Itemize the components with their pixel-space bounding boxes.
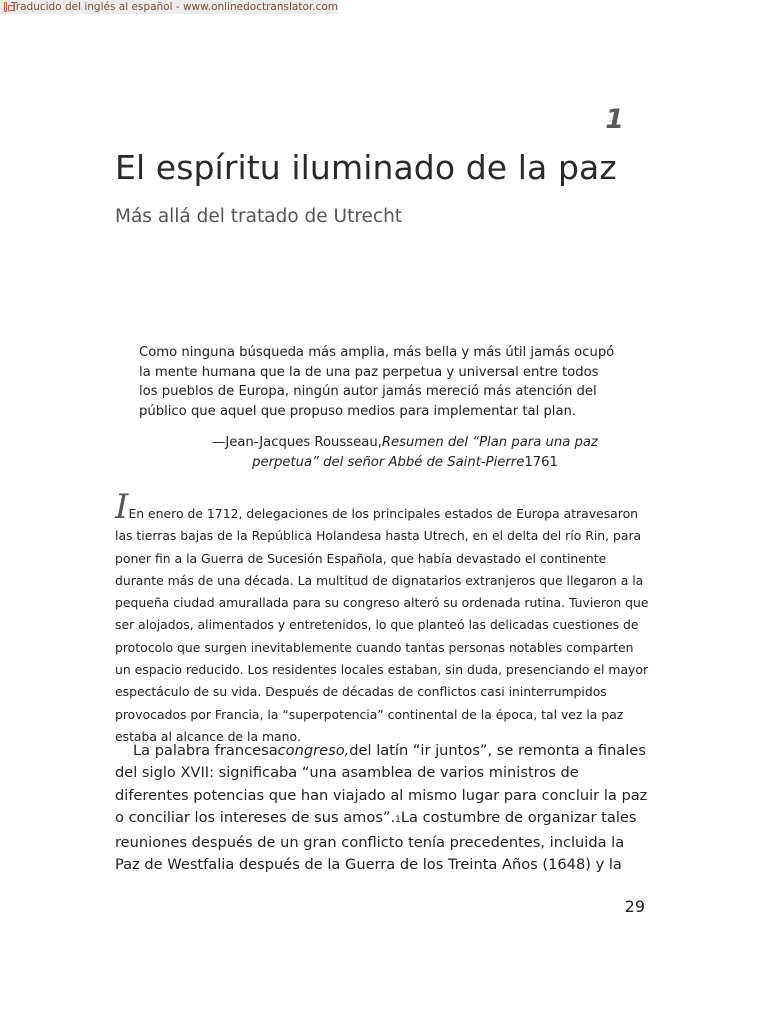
- epigraph-work: Resumen del “Plan para una paz perpetua” del señor Abbé de Saint-Pierre: [252, 435, 598, 470]
- epigraph-author: —Jean-Jacques Rousseau,: [212, 435, 382, 450]
- body-paragraph-2: [115, 740, 650, 876]
- body-paragraph-1: [115, 487, 650, 748]
- chapter-subtitle: Más allá del tratado de Utrecht: [115, 206, 403, 227]
- paragraph-2-start: La palabra francesa: [133, 742, 278, 759]
- epigraph-quote: Como ninguna búsqueda más amplia, más bella y más útil jamás ocupó la mente humana que la de una paz perpetua y universal entre todos los pueblos de Europa, ningún autor jamás mereció más atención del público que aquel que propuso medios para implementar tal plan.: [139, 345, 615, 420]
- chapter-title: El espíritu iluminado de la paz: [115, 148, 617, 187]
- translation-banner[interactable]: [0, 0, 338, 14]
- epigraph-year: 1761: [524, 454, 558, 470]
- paragraph-2-middle: del latín “ir juntos”, se remonta a finales del siglo XVII: significaba “una asamblea de varios ministros de diferentes potencias que han viajado al mismo lugar para concluir la paz o conciliar los intereses de sus amos”.: [115, 742, 648, 827]
- page-number: 29: [624, 897, 645, 916]
- paragraph-1-text: En enero de 1712, delegaciones de los principales estados de Europa atravesaron las tierras bajas de la República Holandesa hasta Utrech, en el delta del río Rin, para poner fin a la Guerra de Sucesión Española, que había devastado el continente durante más de una década. La multitud de dignatarios extranjeros que llegaron a la pequeña ciudad amurallada para su congreso alteró su ordenada rutina. Tuvieron que ser alojados, alimentados y entretenidos, lo que planteó las delicadas cuestiones de protocolo que surgen inevitablemente cuando tantas personas notables comparten un espacio reducido. Los residentes locales estaban, sin duda, presenciando el mayor espectáculo de su vida. Después de décadas de conflictos casi ininterrumpidos provocados por Francia, la “superpotencia” continental de la época, tal vez la paz estaba al alcance de la mano.: [115, 506, 649, 744]
- footnote-marker[interactable]: 1: [395, 815, 401, 826]
- epigraph-attribution: [200, 433, 610, 472]
- translate-icon: [4, 2, 7, 12]
- banner-text[interactable]: Traducido del inglés al español - www.onlinedoctranslator.com: [10, 1, 338, 13]
- chapter-number: 1: [605, 104, 624, 135]
- drop-cap: I: [115, 487, 129, 527]
- paragraph-2-end: La costumbre de organizar tales reuniones después de un gran conflicto tenía precedentes, incluida la Paz de Westfalia después de la Guerra de los Treinta Años (1648) y la: [115, 809, 637, 874]
- paragraph-2-emphasis: congreso,: [277, 742, 350, 759]
